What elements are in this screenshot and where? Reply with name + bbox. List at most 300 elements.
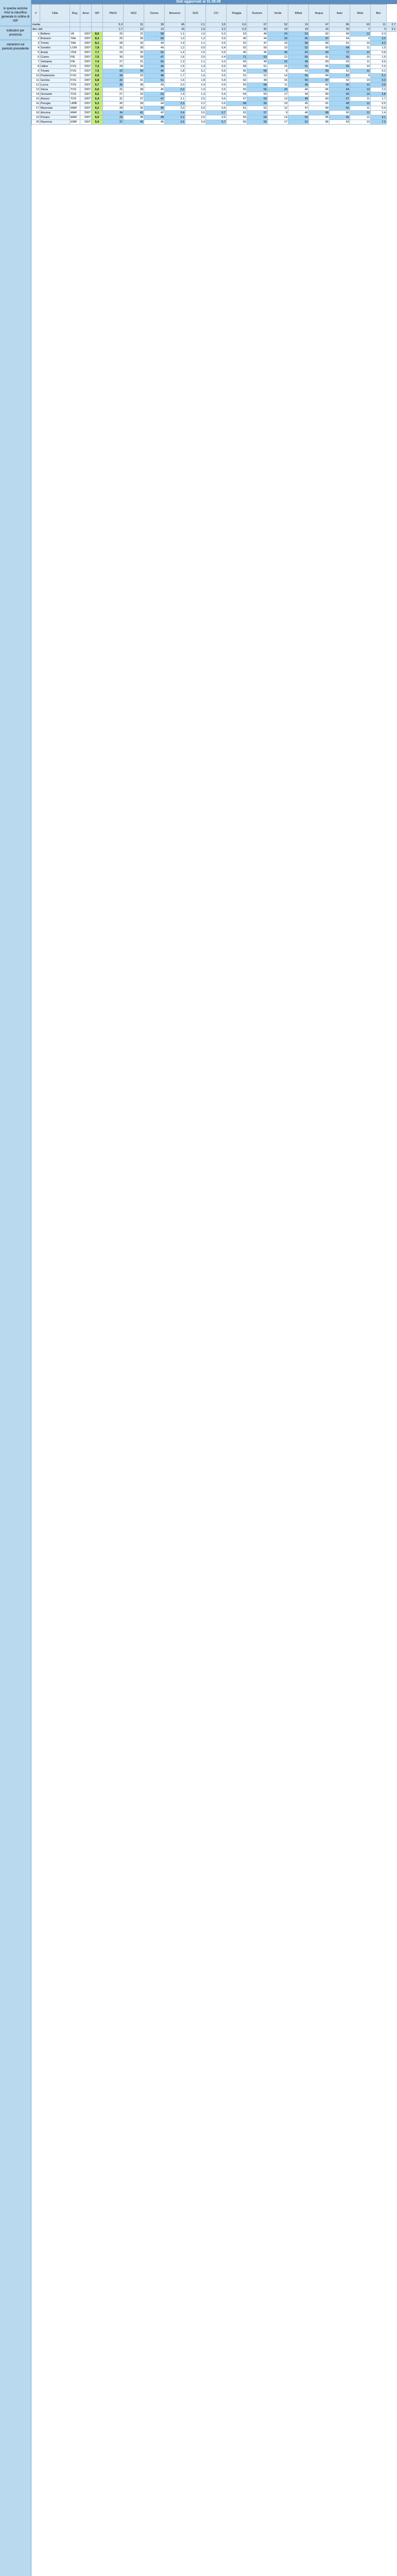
column-header: Verde (268, 5, 288, 23)
indicator-cell: 51 (144, 78, 165, 83)
stats-value: 45 (165, 23, 185, 27)
indicator-cell: 84 (309, 74, 330, 78)
indicator-cell: 1,5 (165, 64, 185, 69)
indicator-cell: 52 (288, 46, 309, 50)
indicator-cell: 27 (103, 60, 124, 64)
indicator-cell: 31 (124, 78, 144, 83)
table-row[interactable] (32, 88, 396, 92)
isp-cell: 8,1 (92, 41, 103, 46)
region-cell: FVG (70, 78, 80, 83)
indicator-cell: 1,6 (165, 78, 185, 83)
indicator-cell: 12 (350, 32, 371, 37)
year-cell: 2007 (80, 106, 92, 111)
indicator-cell: 86 (309, 120, 330, 125)
indicator-cell: 83 (309, 60, 330, 64)
indicator-cell: 90 (309, 50, 330, 55)
indicator-cell: 2,5 (165, 120, 185, 125)
year-cell: 2007 (80, 78, 92, 83)
indicator-cell: 48 (288, 83, 309, 88)
indicator-cell: 2,2 (165, 115, 185, 120)
table-row[interactable] (32, 60, 396, 64)
stats-value: 0,3 (227, 27, 247, 32)
table-row[interactable] (32, 101, 396, 106)
column-header: ISP (92, 5, 103, 23)
indicator-cell: 0,5 (206, 41, 227, 46)
indicator-cell: 40 (124, 120, 144, 125)
indicator-cell: 1,6 (165, 55, 185, 60)
rank-cell: 11 (32, 78, 40, 83)
region-cell: TAA (70, 37, 80, 41)
indicator-cell: 37 (103, 120, 124, 125)
stats-value: 2,1 (185, 23, 206, 27)
indicator-cell: 49 (247, 78, 268, 83)
indicator-cell: 1,7 (371, 97, 387, 101)
city-cell: Sondrio (40, 46, 70, 50)
indicator-cell: 54 (330, 37, 350, 41)
column-header: Pioggia (227, 5, 247, 23)
indicator-cell: 22 (268, 60, 288, 64)
stats-value: 86 (330, 23, 350, 27)
indicator-cell: 11 (350, 97, 371, 101)
stats-value: 67 (247, 23, 268, 27)
indicator-cell: 11 (268, 83, 288, 88)
column-header: SO2 (185, 5, 206, 23)
indicator-cell: 84 (309, 106, 330, 111)
stats-value: 13 (144, 27, 165, 32)
indicator-cell: 54 (247, 83, 268, 88)
indicator-cell: 1,3 (185, 92, 206, 97)
stats-value: 16 (309, 27, 330, 32)
indicator-cell: 80 (309, 46, 330, 50)
indicator-cell: 4,2 (371, 41, 387, 46)
rank-cell: 5 (32, 50, 40, 55)
indicator-cell: 2,2 (165, 88, 185, 92)
indicator-cell: 0,6 (206, 97, 227, 101)
stats-value: 12 (124, 27, 144, 32)
indicator-cell: 12 (350, 69, 371, 74)
indicator-cell: 53 (247, 97, 268, 101)
indicator-cell: 67 (330, 97, 350, 101)
indicator-cell: 11 (350, 60, 371, 64)
indicator-cell: 0,3 (206, 60, 227, 64)
table-row[interactable] (32, 32, 396, 37)
table-row[interactable] (32, 97, 396, 101)
indicator-cell: 1,0 (185, 32, 206, 37)
year-cell: 2007 (80, 97, 92, 101)
isp-cell: 7,4 (92, 60, 103, 64)
stats-value: 47 (309, 23, 330, 27)
indicator-cell: 32 (124, 41, 144, 46)
stats-value: 19 (268, 27, 288, 32)
region-cell: VDA (70, 50, 80, 55)
indicator-cell: 13 (350, 88, 371, 92)
indicator-cell: 29 (103, 64, 124, 69)
indicator-cell: 65 (330, 115, 350, 120)
isp-cell: 6,9 (92, 74, 103, 78)
indicator-cell: 3,1 (185, 69, 206, 74)
year-cell: 2007 (80, 46, 92, 50)
indicator-cell: 53 (288, 32, 309, 37)
indicator-cell: 0,6 (371, 60, 387, 64)
indicator-cell: 2,4 (185, 83, 206, 88)
indicator-cell: 36 (124, 83, 144, 88)
indicator-cell: 56 (227, 115, 247, 120)
indicator-cell: 1,1 (165, 32, 185, 37)
indicator-cell: 67 (330, 74, 350, 78)
indicator-cell: 56 (288, 74, 309, 78)
stats-value: 2,2 (206, 27, 227, 32)
year-cell: 2007 (80, 88, 92, 92)
indicator-cell: 86 (309, 88, 330, 92)
indicator-cell: 31 (124, 60, 144, 64)
indicator-cell: 2,8 (371, 92, 387, 97)
isp-cell: 7,5 (92, 55, 103, 60)
region-cell: EMR (70, 120, 80, 125)
rank-cell: 19 (32, 115, 40, 120)
indicator-cell: 2,0 (185, 55, 206, 60)
indicator-cell: 64 (330, 46, 350, 50)
indicator-cell: 64 (330, 88, 350, 92)
stats-value: 39 (144, 23, 165, 27)
city-cell: Ancona (40, 111, 70, 115)
table-row[interactable] (32, 106, 396, 111)
indicator-cell: 45 (227, 50, 247, 55)
indicator-cell: 66 (330, 55, 350, 60)
indicator-cell: 1,9 (185, 88, 206, 92)
table-row[interactable] (32, 78, 396, 83)
indicator-cell: 50 (247, 92, 268, 97)
left-note-1: in questa sezione trovi la classifica generale in ordine di ISP (1, 7, 30, 23)
isp-cell: 6,2 (92, 106, 103, 111)
indicator-cell: 2,0 (185, 106, 206, 111)
indicator-cell: 55 (227, 83, 247, 88)
rank-cell: 14 (32, 92, 40, 97)
indicator-cell: 3,0 (185, 111, 206, 115)
indicator-cell: 28 (124, 55, 144, 60)
table-row[interactable] (32, 120, 396, 125)
indicator-cell: 0,3 (371, 32, 387, 37)
indicator-cell: 1,8 (185, 78, 206, 83)
indicator-cell: 53 (227, 32, 247, 37)
rank-cell: 2 (32, 37, 40, 41)
indicator-cell: 49 (288, 97, 309, 101)
indicator-cell: 7,0 (371, 120, 387, 125)
rank-cell: 10 (32, 74, 40, 78)
ranking-table (31, 4, 396, 125)
indicator-cell: 1,6 (185, 74, 206, 78)
indicator-cell: 47 (247, 41, 268, 46)
indicator-cell: 68 (227, 101, 247, 106)
indicator-cell: 45 (144, 120, 165, 125)
indicator-cell: 19 (268, 101, 288, 106)
indicator-cell: 15 (268, 64, 288, 69)
year-cell: 2007 (80, 69, 92, 74)
indicator-cell: 65 (330, 64, 350, 69)
rank-cell: 3 (32, 41, 40, 46)
indicator-cell: 3,6 (371, 83, 387, 88)
indicator-cell: 58 (288, 41, 309, 46)
table-row[interactable] (32, 46, 396, 50)
stats-value: 1,0 (185, 27, 206, 32)
indicator-cell: 1,2 (185, 37, 206, 41)
indicator-cell: 0,6 (206, 69, 227, 74)
rank-cell: 12 (32, 83, 40, 88)
indicator-cell: 71 (227, 55, 247, 60)
stats-label: dev. std. (32, 27, 70, 32)
indicator-cell: 2,3 (165, 101, 185, 106)
indicator-cell: 41 (124, 111, 144, 115)
indicator-cell: 50 (288, 115, 309, 120)
table-row[interactable] (32, 64, 396, 69)
indicator-cell: 44 (288, 92, 309, 97)
indicator-cell: 61 (227, 106, 247, 111)
indicator-cell: 52 (144, 50, 165, 55)
indicator-cell: 64 (227, 92, 247, 97)
indicator-cell: 33 (103, 115, 124, 120)
indicator-cell: 85 (309, 64, 330, 69)
indicator-cell: 28 (103, 41, 124, 46)
indicator-cell: 0,3 (206, 32, 227, 37)
city-cell: Ravenna (40, 120, 70, 125)
stats-value: 3,1 (387, 27, 396, 32)
indicator-cell: 10 (350, 64, 371, 69)
indicator-cell: 84 (309, 41, 330, 46)
indicator-cell: 10 (350, 55, 371, 60)
indicator-cell: 43 (288, 69, 309, 74)
city-cell: Arezzo (40, 97, 70, 101)
indicator-cell: 52 (247, 106, 268, 111)
indicator-cell: 0,5 (206, 88, 227, 92)
stats-value (80, 27, 92, 32)
indicator-cell: 66 (227, 69, 247, 74)
indicator-cell: 26 (103, 37, 124, 41)
indicator-cell: 51 (288, 64, 309, 69)
indicator-cell: 60 (330, 111, 350, 115)
indicator-cell: 72 (330, 50, 350, 55)
city-cell: Lucca (40, 83, 70, 88)
indicator-cell: 11 (350, 115, 371, 120)
stats-value (92, 23, 103, 27)
region-cell: VE (70, 32, 80, 37)
city-cell: Belluno (40, 32, 70, 37)
indicator-cell: 0,5 (206, 106, 227, 111)
stats-value: 19 (165, 27, 185, 32)
indicator-cell: 52 (288, 120, 309, 125)
indicator-cell: 0,4 (206, 46, 227, 50)
indicator-cell: 1,4 (165, 50, 185, 55)
indicator-cell: 35 (124, 106, 144, 111)
column-header: Rumore (247, 5, 268, 23)
isp-cell: 6,1 (92, 111, 103, 115)
indicator-cell: 80 (309, 92, 330, 97)
column-header: Città (40, 5, 70, 23)
stats-value: 19 (288, 27, 309, 32)
indicator-cell: 47 (144, 55, 165, 60)
indicator-cell: 2,0 (371, 88, 387, 92)
indicator-cell: 2,4 (371, 64, 387, 69)
stats-row (32, 23, 396, 27)
city-cell: Perugia (40, 101, 70, 106)
isp-cell: 6,0 (92, 115, 103, 120)
city-cell: Pesaro (40, 115, 70, 120)
indicator-cell: 85 (309, 115, 330, 120)
indicator-cell: 52 (247, 74, 268, 78)
indicator-cell: 3,0 (371, 37, 387, 41)
indicator-cell: 60 (227, 60, 247, 64)
indicator-cell: 46 (247, 50, 268, 55)
rank-cell: 7 (32, 60, 40, 64)
indicator-cell: 66 (330, 83, 350, 88)
indicator-cell: 47 (144, 97, 165, 101)
indicator-cell: 30 (103, 101, 124, 106)
indicator-cell: 2,2 (185, 101, 206, 106)
table-row[interactable] (32, 50, 396, 55)
indicator-cell: 12 (268, 106, 288, 111)
city-cell: Pordenone (40, 74, 70, 78)
indicator-cell: 0,5 (206, 74, 227, 78)
year-cell: 2007 (80, 64, 92, 69)
rank-cell: 4 (32, 46, 40, 50)
indicator-cell: 10 (268, 46, 288, 50)
column-header: Anno (80, 5, 92, 23)
indicator-cell: 57 (247, 111, 268, 115)
stats-value: 3 (371, 27, 387, 32)
indicator-cell: 46 (144, 106, 165, 111)
indicator-cell: 2,0 (165, 83, 185, 88)
city-cell: Cuneo (40, 55, 70, 60)
rank-cell: 9 (32, 69, 40, 74)
year-cell: 2007 (80, 41, 92, 46)
indicator-cell: 0,6 (206, 115, 227, 120)
table-row[interactable] (32, 37, 396, 41)
indicator-cell: 54 (247, 115, 268, 120)
indicator-cell: 1,9 (371, 55, 387, 60)
year-cell: 2007 (80, 120, 92, 125)
stats-value: 20 (330, 27, 350, 32)
isp-cell: 8,6 (92, 32, 103, 37)
indicator-cell: 0,6 (206, 37, 227, 41)
indicator-cell: 14 (268, 115, 288, 120)
stats-value: 52 (268, 23, 288, 27)
indicator-cell: 65 (288, 37, 309, 41)
indicator-cell: 1,0 (165, 37, 185, 41)
column-header: PM10 (103, 5, 124, 23)
indicator-cell: 1,4 (371, 111, 387, 115)
indicator-cell: 1,5 (185, 50, 206, 55)
indicator-cell: 0,5 (206, 50, 227, 55)
indicator-cell: 40 (144, 46, 165, 50)
year-cell: 2007 (80, 101, 92, 106)
stats-value (80, 23, 92, 27)
top-bar (0, 0, 397, 4)
region-cell: FVG (70, 69, 80, 74)
region-cell: FVG (70, 64, 80, 69)
indicator-cell: 82 (309, 32, 330, 37)
isp-cell: 7,0 (92, 69, 103, 74)
indicator-cell: 58 (247, 69, 268, 74)
indicator-cell: 43 (144, 83, 165, 88)
rank-cell: 18 (32, 111, 40, 115)
stats-value: 63 (350, 23, 371, 27)
rank-cell: 16 (32, 101, 40, 106)
indicator-cell: 29 (124, 92, 144, 97)
indicator-cell: 20 (103, 32, 124, 37)
year-cell: 2007 (80, 50, 92, 55)
region-cell: TOS (70, 88, 80, 92)
table-row[interactable] (32, 74, 396, 78)
table-row[interactable] (32, 41, 396, 46)
year-cell: 2007 (80, 60, 92, 64)
indicator-cell: 9 (350, 74, 371, 78)
indicator-cell: 12 (350, 83, 371, 88)
indicator-cell: 97 (309, 37, 330, 41)
indicator-cell: 82 (309, 83, 330, 88)
indicator-cell: 2,4 (165, 111, 185, 115)
indicator-cell: 34 (124, 64, 144, 69)
isp-cell: 7,7 (92, 50, 103, 55)
isp-cell: 8,3 (92, 37, 103, 41)
table-row[interactable] (32, 83, 396, 88)
indicator-cell: 61 (330, 41, 350, 46)
indicator-cell: 0,9 (185, 46, 206, 50)
table-row[interactable] (32, 92, 396, 97)
indicator-cell: 88 (309, 111, 330, 115)
indicator-cell: 37 (124, 97, 144, 101)
indicator-cell: 9 (350, 37, 371, 41)
region-cell: TOS (70, 97, 80, 101)
isp-cell: 6,8 (92, 78, 103, 83)
indicator-cell: 55 (144, 60, 165, 64)
indicator-cell: 2,6 (185, 115, 206, 120)
year-cell: 2007 (80, 111, 92, 115)
isp-cell: 7,9 (92, 46, 103, 50)
stats-value (92, 27, 103, 32)
indicator-cell: 9 (268, 111, 288, 115)
indicator-cell: 2,5 (185, 97, 206, 101)
city-cell: Bolzano (40, 37, 70, 41)
indicator-cell: 44 (144, 41, 165, 46)
indicator-cell: 12 (350, 50, 371, 55)
indicator-cell: 68 (330, 101, 350, 106)
left-note-2: indicatori per provincia (6, 29, 25, 37)
stats-row (32, 27, 396, 32)
indicator-cell: 44 (247, 37, 268, 41)
indicator-cell: 66 (330, 106, 350, 111)
indicator-cell: 65 (330, 92, 350, 97)
isp-cell: 6,4 (92, 97, 103, 101)
stats-value: 7 (350, 27, 371, 32)
indicator-cell: 33 (124, 74, 144, 78)
indicator-cell: 36 (124, 37, 144, 41)
indicator-cell: 62 (330, 78, 350, 83)
indicator-cell: 31 (103, 97, 124, 101)
indicator-cell: 35 (124, 50, 144, 55)
region-cell: LOM (70, 46, 80, 50)
indicator-cell: 46 (288, 88, 309, 92)
year-cell: 2007 (80, 55, 92, 60)
indicator-cell: 18 (268, 41, 288, 46)
indicator-cell: 49 (288, 60, 309, 64)
indicator-cell: 5,1 (371, 74, 387, 78)
indicator-cell: 1,0 (371, 46, 387, 50)
table-row[interactable] (32, 55, 396, 60)
table-row[interactable] (32, 111, 396, 115)
indicator-cell: 50 (288, 78, 309, 83)
table-row[interactable] (32, 69, 396, 74)
table-row[interactable] (32, 115, 396, 120)
indicator-cell: 0,4 (206, 92, 227, 97)
indicator-cell: 29 (268, 37, 288, 41)
